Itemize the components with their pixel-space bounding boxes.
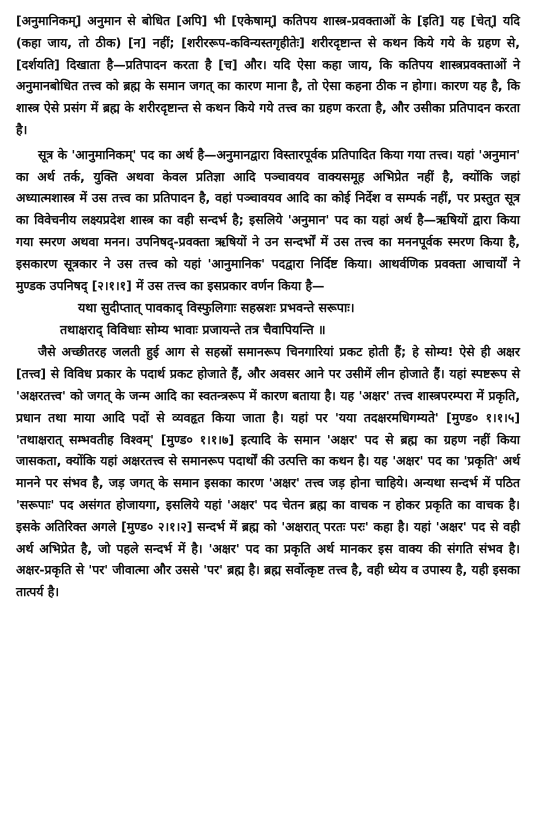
upanishad-verse (16, 297, 520, 341)
verse-line-1: यथा सुदीप्तात् पावकाद् विस्फुलिगाः सहस्रशः प्रभवन्ते सरूपाः। (78, 300, 355, 316)
paragraph-sutra-explanation: [अनुमानिकम्] अनुमान से बोधित [अपि] भी [एकेषाम्] कतिपय शास्त्र-प्रवक्ताओं के [इति] यह [चेत्] यदि (कहा जाय, तो ठीक) [न] नहीं; [शरीररूप-कविन्यस्तगृहीतेः] शरीरदृष्टान्त से कथन किये गये के ग्रहण से, [दर्शयति] दिखाता है—प्रतिपादन करता है [च] और। यदि ऐसा कहा जाय, कि कतिपय शास्त्रप्रवक्ताओं ने अनुमानबोधित तत्त्व को ब्रह्म के समान जगत् का कारण माना है, तो ऐसा कहना ठीक न होगा। कारण यह है, कि शास्त्र ऐसे प्रसंग में ब्रह्म के शरीरदृष्टान्त से कथन किये गये तत्त्व का ग्रहण करता है, और उसीका प्रतिपादन करता है। (16, 13, 520, 137)
paragraph-verse-commentary: जैसे अच्छीतरह जलती हुई आग से सहस्रों समानरूप चिनगारियां प्रकट होती हैं; हे सोम्य! ऐसे ही अक्षर [तत्त्व] से विविध प्रकार के पदार्थ प्रकट होजाते हैं, और अवसर आने पर उसीमें लीन होजाते हैं। यहां स्पष्टरूप से 'अक्षरतत्त्व' को जगत् के जन्म आदि का स्वतन्त्ररूप में कारण बताया है। यह 'अक्षर' तत्त्व शास्त्रपरम्परा में प्रकृति, प्रधान तथा माया आदि पदों से व्यवहृत किया जाता है। यहां पर 'यया तदक्षरमधिगम्यते' [मुण्ड० १।१।५] 'तथाक्षरात् सम्भवतीह विश्वम्' [मुण्ड० १।१।७] इत्यादि के समान 'अक्षर' पद से ब्रह्म का ग्रहण नहीं किया जासकता, क्योंकि यहां अक्षरतत्त्व से समानरूप पदार्थों की उत्पत्ति का कथन है। यह 'अक्षर' पद का 'प्रकृति' अर्थ मानने पर संभव है, जड़ जगत् के समान इसका कारण 'अक्षर' तत्त्व जड़ होना चाहिये। अन्यथा सन्दर्भ में पठित 'सरूपाः' पद असंगत होजायगा, इसलिये यहां 'अक्षर' पद चेतन ब्रह्म का वाचक न होकर प्रकृति का वाचक है। इसके अतिरिक्त अगले [मुण्ड० २।१।२] सन्दर्भ में ब्रह्म को 'अक्षरात् परतः परः' कहा है। यहां 'अक्षर' पद से वही अर्थ अभिप्रेत है, जो पहले सन्दर्भ में है। 'अक्षर' पद का प्रकृति अर्थ मानकर इस वाक्य की संगति संभव है। अक्षर-प्रकृति से 'पर' जीवात्मा और उससे 'पर' ब्रह्म है। ब्रह्म सर्वोत्कृष्ट तत्त्व है, वही ध्येय व उपास्य है, यही इसका तात्पर्य है। (16, 344, 520, 600)
paragraph-anumanika-meaning: सूत्र के 'आनुमानिकम्' पद का अर्थ है—अनुमानद्वारा विस्तारपूर्वक प्रतिपादित किया गया तत्त्व। यहां 'अनुमान' का अर्थ तर्क, युक्ति अथवा केवल प्रतिज्ञा आदि पञ्चावयव वाक्यसमूह अभिप्रेत नहीं है, क्योंकि जहां अध्यात्मशास्त्र में उस तत्त्व का प्रतिपादन है, वहां पञ्चावयव आदि का कोई निर्देश व सम्पर्क नहीं, पर प्रस्तुत सूत्र का विवेचनीय लक्ष्यप्रदेश शास्त्र का वही सन्दर्भ है; इसलिये 'अनुमान' पद का यहां अर्थ है—ऋषियों द्वारा किया गया स्मरण अथवा मनन। उपनिषद्-प्रवक्ता ऋषियों ने उन सन्दर्भों में उस तत्त्व का मननपूर्वक स्मरण किया है, इसकारण सूत्रकार ने उस तत्त्व को यहां 'आनुमानिक' पदद्वारा निर्दिष्ट किया। आथर्वणिक प्रवक्ता आचार्यों ने मुण्डक उपनिषद् [२।१।१] में उस तत्त्व का इसप्रकार वर्णन किया है— (16, 146, 520, 293)
verse-line-2: तथाक्षराद् विविधाः सोम्य भावाः प्रजायन्ते तत्र चैवापियन्ति ॥ (60, 322, 326, 338)
